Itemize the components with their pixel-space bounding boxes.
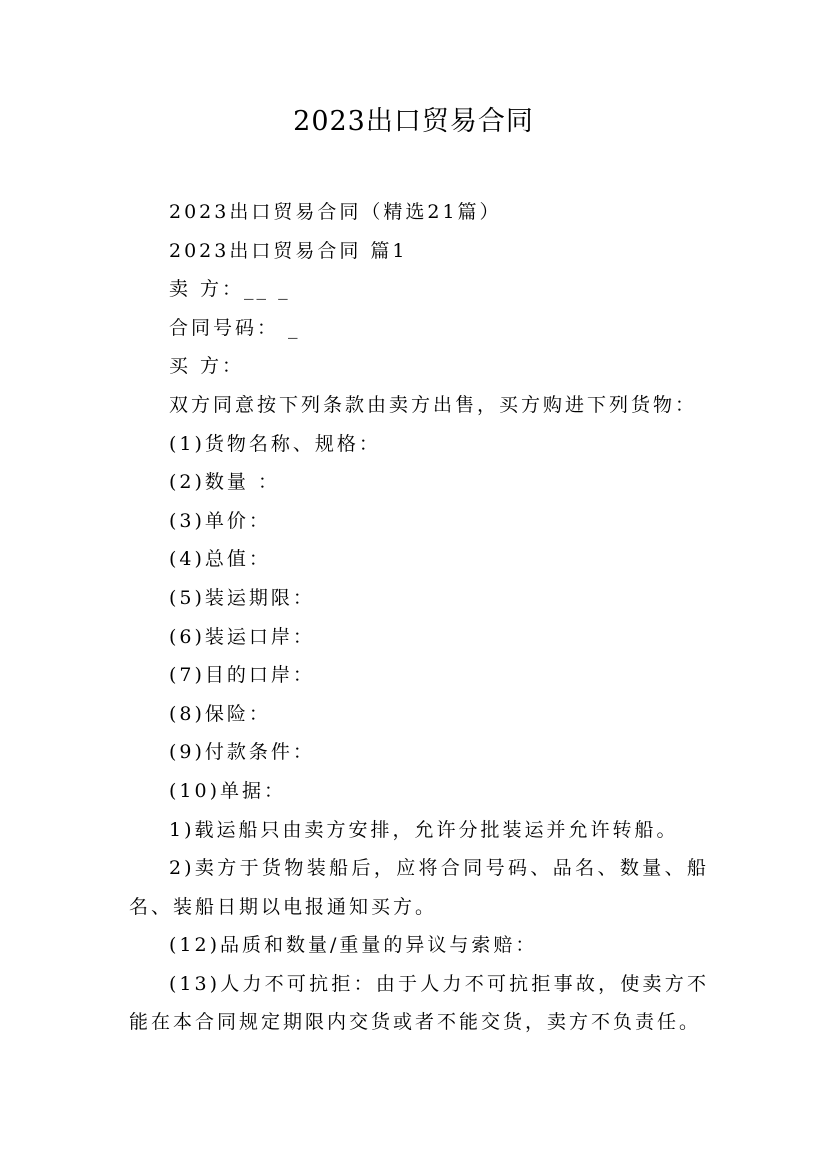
paragraph-vessel-arrangement: 1)载运船只由卖方安排，允许分批装运并允许转船。 [169,818,679,841]
document-body [129,193,709,1042]
paragraph-port-of-destination: (7)目的口岸： [169,664,315,687]
paragraph-quality-claims: (12)品质和数量/重量的异议与索赔： [169,934,538,957]
paragraph-payment-terms: (9)付款条件： [169,741,315,764]
document-title: 2023出口贸易合同 [293,106,534,137]
paragraph-shipping-notice: 2)卖方于货物装船后，应将合同号码、品名、数量、船名、装船日期以电报通知买方。 [129,857,709,918]
paragraph-goods-name: (1)货物名称、规格： [169,432,381,455]
paragraph-contract-number: 合同号码： _ [169,316,301,339]
paragraph-insurance: (8)保险： [169,702,271,725]
paragraph-contract-heading: 2023出口贸易合同 篇1 [169,239,408,262]
paragraph-agreement: 双方同意按下列条款由卖方出售，买方购进下列货物： [169,393,698,416]
paragraph-seller: 卖 方：__ _ [169,278,291,301]
paragraph-quantity: (2)数量 ： [169,471,280,494]
paragraph-force-majeure: (13)人力不可抗拒：由于人力不可抗拒事故，使卖方不能在本合同规定期限内交货或者不能交货，卖方不负责任。 [129,972,709,1034]
paragraph-port-of-shipment: (6)装运口岸： [169,625,315,648]
paragraph-unit-price: (3)单价： [169,509,271,532]
paragraph-documents: (10)单据： [169,779,287,802]
paragraph-contract-series: 2023出口贸易合同（精选21篇） [169,201,502,223]
paragraph-shipment-period: (5)装运期限： [169,586,315,609]
paragraph-buyer: 买 方： [169,355,245,378]
paragraph-total-value: (4)总值： [169,548,271,571]
